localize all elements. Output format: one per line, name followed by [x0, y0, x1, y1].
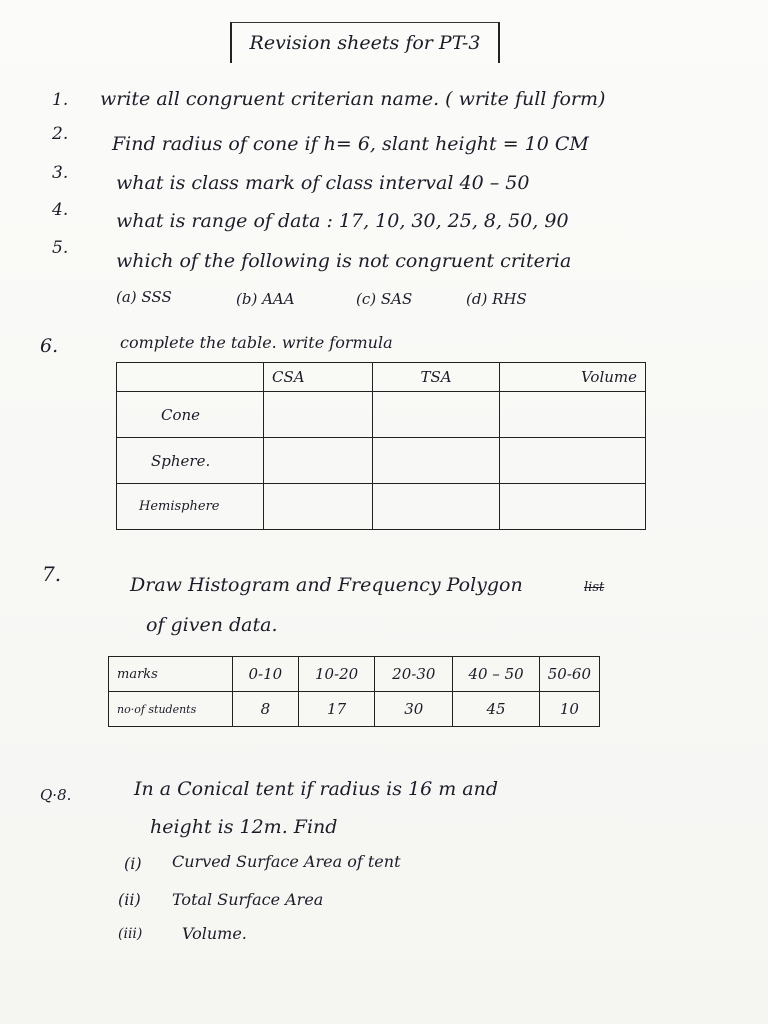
q8-line1: In a Conical tent if radius is 16 m and [134, 778, 499, 800]
q8-part-iii-text: Volume. [182, 924, 247, 943]
q8-number: Q·8. [40, 786, 72, 804]
q1-number: 1. [52, 90, 69, 110]
q7-line2: of given data. [146, 614, 278, 636]
q6-number: 6. [40, 335, 59, 357]
table-header-csa: CSA [264, 363, 373, 392]
q8-part-iii-label: (iii) [118, 926, 143, 942]
q8-part-ii-text: Total Surface Area [172, 890, 324, 909]
table-cell [373, 438, 500, 484]
q5-option-b: (b) AAA [236, 290, 295, 308]
table-cell: no·of students [109, 692, 233, 727]
table-cell: 50-60 [539, 657, 599, 692]
q4-number: 4. [52, 200, 69, 220]
q4-text: what is range of data : 17, 10, 30, 25, 8, 50, 90 [116, 210, 569, 232]
table-cell: 10-20 [298, 657, 374, 692]
table-cell: 20-30 [375, 657, 453, 692]
q1-text: write all congruent criterian name. ( write full form) [100, 88, 606, 110]
table-row [109, 692, 600, 727]
table-cell [264, 438, 373, 484]
q7-struck-word: list [584, 580, 605, 595]
q8-line2: height is 12m. Find [150, 816, 338, 838]
table-cell [373, 392, 500, 438]
page-title: Revision sheets for PT-3 [249, 32, 481, 54]
table-cell [500, 438, 646, 484]
table-cell: 0-10 [232, 657, 298, 692]
q5-option-d: (d) RHS [466, 290, 527, 308]
table-cell [264, 392, 373, 438]
table-cell: 30 [375, 692, 453, 727]
row-label-cone: Cone [117, 392, 264, 438]
table-cell: 40 – 50 [453, 657, 539, 692]
q7-number: 7. [42, 562, 62, 586]
q6-text: complete the table. write formula [120, 333, 393, 352]
table-cell: 8 [232, 692, 298, 727]
q2-text: Find radius of cone if h= 6, slant height = 10 CM [112, 133, 589, 155]
table-header-tsa: TSA [373, 363, 500, 392]
q8-part-ii-label: (ii) [118, 890, 141, 909]
q6-formula-table [116, 362, 646, 530]
q7-data-table [108, 656, 600, 727]
q5-number: 5. [52, 238, 69, 258]
q8-part-i-text: Curved Surface Area of tent [172, 852, 401, 871]
table-cell [500, 392, 646, 438]
q5-text: which of the following is not congruent criteria [116, 250, 572, 272]
q5-option-c: (c) SAS [356, 290, 413, 308]
row-label-hemisphere: Hemisphere [117, 484, 264, 530]
table-cell: 45 [453, 692, 539, 727]
q7-line1: Draw Histogram and Frequency Polygon [130, 574, 523, 596]
q3-text: what is class mark of class interval 40 – 50 [116, 172, 530, 194]
table-cell [500, 484, 646, 530]
q3-number: 3. [52, 163, 69, 183]
table-row [117, 392, 646, 438]
table-header-volume: Volume [500, 363, 646, 392]
q2-number: 2. [52, 124, 69, 144]
table-cell: 10 [539, 692, 599, 727]
table-cell [373, 484, 500, 530]
table-cell: marks [109, 657, 233, 692]
row-label-sphere: Sphere. [117, 438, 264, 484]
table-row [117, 484, 646, 530]
table-row [109, 657, 600, 692]
table-cell [264, 484, 373, 530]
q5-option-a: (a) SSS [116, 288, 172, 306]
title-box [230, 22, 500, 63]
table-cell: 17 [298, 692, 374, 727]
q8-part-i-label: (i) [124, 854, 142, 873]
table-row [117, 438, 646, 484]
table-cell [117, 363, 264, 392]
table-row [117, 363, 646, 392]
